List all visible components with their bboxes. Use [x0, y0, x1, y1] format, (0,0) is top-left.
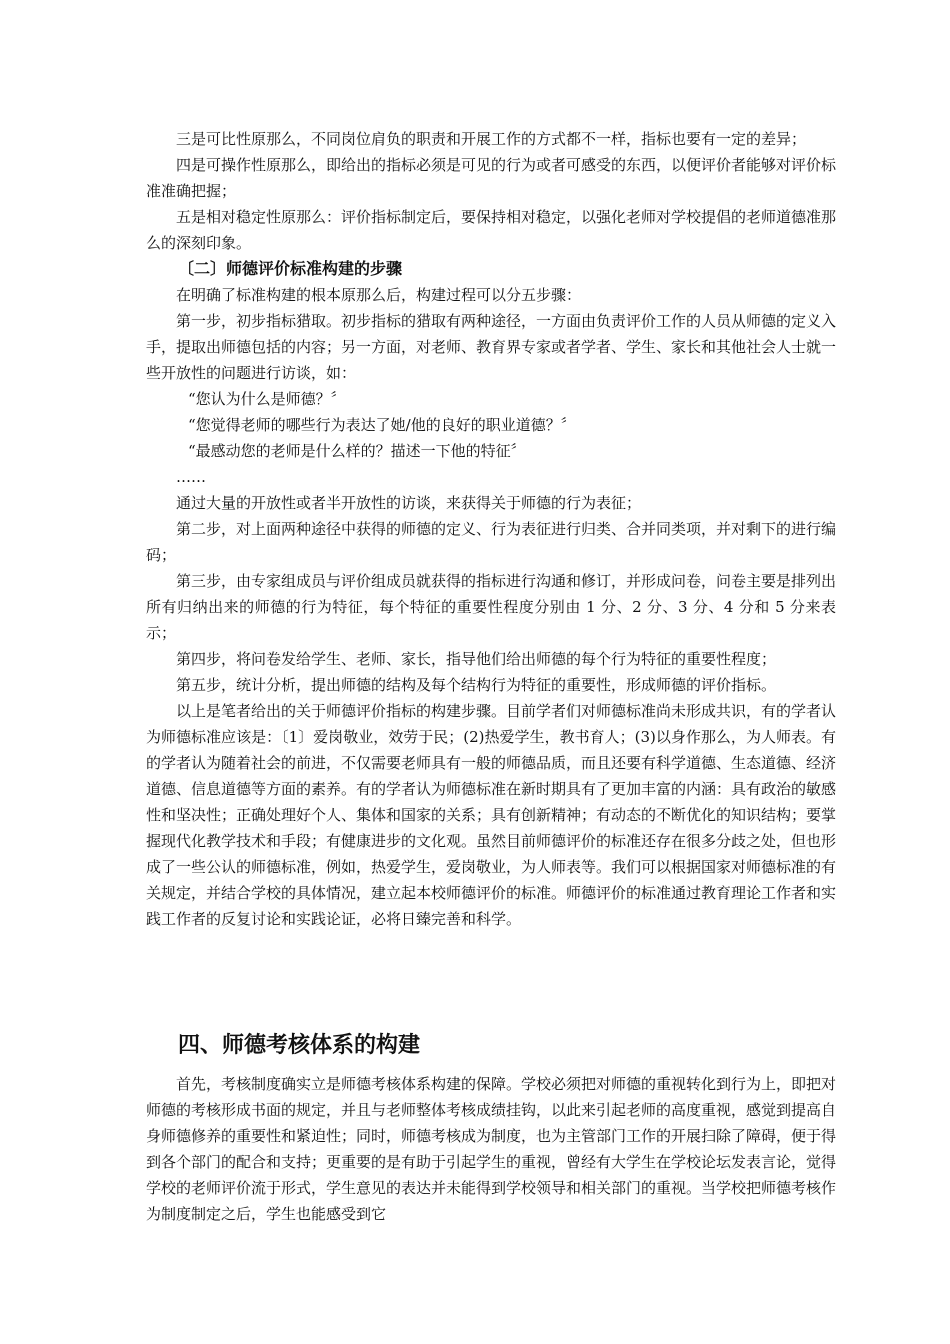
paragraph: …… — [176, 468, 206, 486]
paragraph: 五是相对稳定性原那么：评价指标制定后，要保持相对稳定，以强化老师对学校提倡的老师道德准那么的深刻印象。 — [146, 208, 837, 252]
paragraph: 以上是笔者给出的关于师德评价指标的构建步骤。目前学者们对师德标准尚未形成共识，有的学者认为师德标准应该是：〔1〕爱岗敬业，效劳于民；(2)热爱学生，教书育人；(3)以身作那么，为人师表。有的学者认为随着社会的前进，不仅需要老师具有一般的师德品质，而且还要有科学道德、生态道德、经济道德、信息道德等方面的素养。有的学者认为师德标准在新时期具有了更加丰富的内涵：具有政治的敏感性和坚决性；正确处理好个人、集体和国家的关系；具有创新精神；有动态的不断优化的知识结构；要掌握现代化教学技术和手段；有健康进步的文化观。虽然目前师德评价的标准还存在很多分歧之处，但也形成了一些公认的师德标准，例如，热爱学生，爱岗敬业，为人师表等。我们可以根据国家对师德标准的有关规定，并结合学校的具体情况，建立起本校师德评价的标准。师德评价的标准通过教育理论工作者和实践工作者的反复讨论和实践论证，必将日臻完善和科学。 — [146, 702, 837, 928]
section-heading-wrap — [146, 1031, 836, 1061]
paragraph: 第四步，将问卷发给学生、老师、家长，指导他们给出师德的每个行为特征的重要性程度； — [176, 650, 777, 668]
paragraph: 三是可比性原那么，不同岗位肩负的职责和开展工作的方式都不一样，指标也要有一定的差异； — [176, 130, 807, 148]
quote-line: “您认为什么是师德？〞 — [188, 390, 346, 408]
body-text-bottom — [146, 1071, 836, 1227]
paragraph: 在明确了标准构建的根本原那么后，构建过程可以分五步骤： — [176, 286, 582, 304]
quote-line: “您觉得老师的哪些行为表达了她/他的良好的职业道德？〞 — [188, 416, 576, 434]
paragraph: 四是可操作性原那么，即给出的指标必须是可见的行为或者可感受的东西，以便评价者能够对评价标准准确把握； — [146, 156, 837, 200]
sub-heading: 〔二〕师德评价标准构建的步骤 — [178, 259, 403, 278]
paragraph: 第二步，对上面两种途径中获得的师德的定义、行为表征进行归类、合并同类项，并对剩下的进行编码； — [146, 520, 837, 564]
quote-line: “最感动您的老师是什么样的？描述一下他的特征〞 — [188, 442, 526, 460]
paragraph: 通过大量的开放性或者半开放性的访谈，来获得关于师德的行为表征； — [176, 494, 642, 512]
paragraph: 第一步，初步指标猎取。初步指标的猎取有两种途径，一方面由负责评价工作的人员从师德的定义入手，提取出师德包括的内容；另一方面，对老师、教育界专家或者学者、学生、家长和其他社会人士就一些开放性的问题进行访谈，如： — [146, 312, 837, 382]
section-heading: 四、师德考核体系的构建 — [178, 1033, 421, 1058]
paragraph: 首先，考核制度确实立是师德考核体系构建的保障。学校必须把对师德的重视转化到行为上，即把对师德的考核形成书面的规定，并且与老师整体考核成绩挂钩，以此来引起老师的高度重视，感觉到提高自身师德修养的重要性和紧迫性；同时，师德考核成为制度，也为主管部门工作的开展扫除了障碍，便于得到各个部门的配合和支持；更重要的是有助于引起学生的重视，曾经有大学生在学校论坛发表言论，觉得学校的老师评价流于形式，学生意见的表达并未能得到学校领导和相关部门的重视。当学校把师德考核作为制度制定之后，学生也能感受到它 — [146, 1075, 837, 1223]
paragraph: 第三步，由专家组成员与评价组成员就获得的指标进行沟通和修订，并形成问卷，问卷主要是排列出所有归纳出来的师德的行为特征，每个特征的重要性程度分别由 1 分、2 分、3 分、4 分和 5 分来表示； — [146, 572, 837, 642]
body-text-top — [146, 126, 836, 932]
paragraph: 第五步，统计分析，提出师德的结构及每个结构行为特征的重要性，形成师德的评价指标。 — [176, 676, 777, 694]
